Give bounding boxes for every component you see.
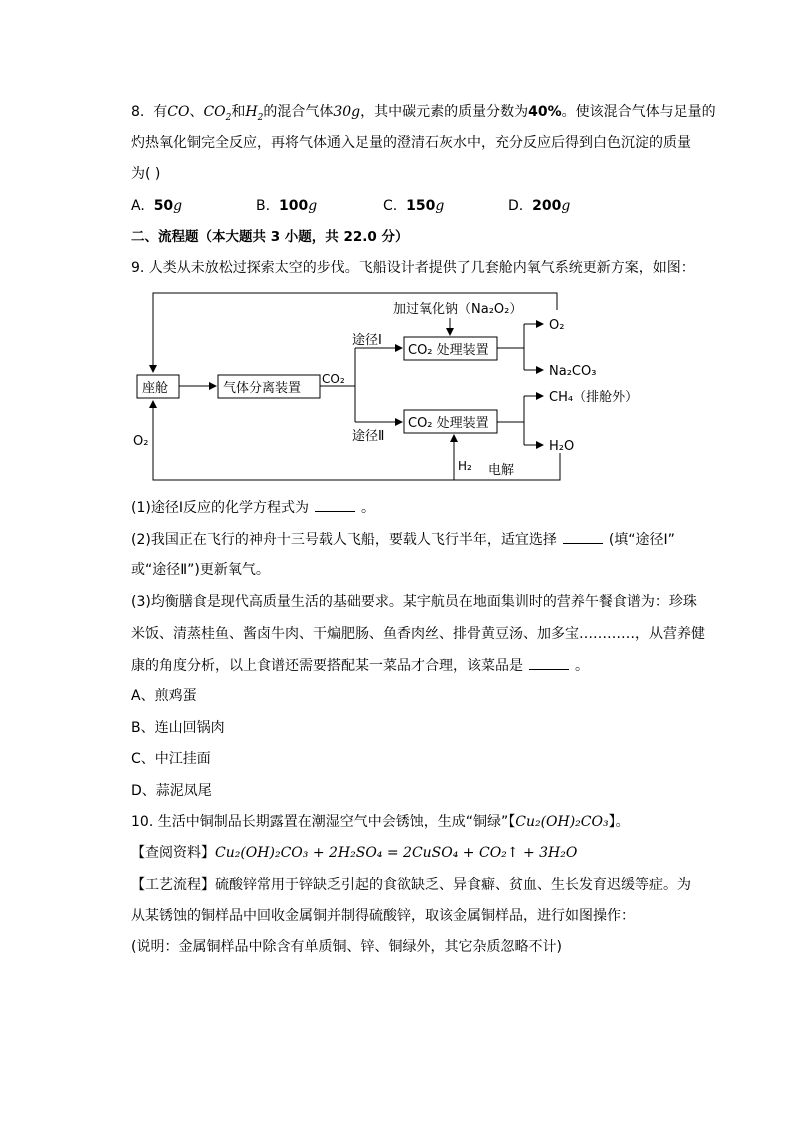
o2-return-label: O₂: [133, 434, 149, 449]
separator-label: 气体分离装置: [223, 381, 302, 396]
q9-stem: 9. 人类从未放松过探索太空的步伐。飞船设计者提供了几套舱内氧气系统更新方案，如图：: [131, 260, 695, 276]
route2-label: 途径Ⅱ: [352, 429, 385, 444]
q8-line3: 为( ): [131, 166, 161, 182]
q8-co2: CO: [203, 104, 226, 120]
q8-text-d: 。使该混合气体与足量的: [561, 104, 716, 120]
q8-option-a: A. 50g: [131, 198, 183, 214]
na2co3-output-label: Na₂CO₃: [549, 364, 597, 379]
q8-text: 有: [153, 104, 168, 120]
q9-flow-diagram: [130, 288, 670, 488]
q8-line1: [131, 102, 716, 128]
q9-sub2-text: (2)我国正在飞行的神舟十三号载人飞船，要载人飞行半年，适宜选择: [131, 532, 557, 548]
q10-equation: Cu₂(OH)₂CO₃ + 2H₂SO₄ = 2CuSO₄ + CO₂↑ + 3H₂O: [215, 845, 578, 861]
q8-co: CO: [167, 104, 190, 120]
q9-sub2-line1: (2)我国正在飞行的神舟十三号载人飞船，要载人飞行半年，适宜选择 (填“途径Ⅰ”: [131, 529, 675, 550]
route1-label: 途径Ⅰ: [352, 333, 382, 348]
q9-sub3-text: 康的角度分析，以上食谱还需要搭配某一菜品才合理，该菜品是: [131, 658, 523, 674]
co2-label: CO₂: [322, 372, 345, 386]
na2o2-label: 加过氧化钠（Na₂O₂）: [393, 302, 523, 317]
q8-text-b: 的混合气体: [263, 104, 334, 120]
q8-option-d: D. 200g: [508, 198, 571, 214]
q9-choice-a: A、煎鸡蛋: [131, 688, 197, 704]
q10-process-line1: 【工艺流程】硫酸锌常用于锌缺乏引起的食欲缺乏、异食癖、贫血、生长发育迟缓等症。为: [131, 877, 691, 893]
answer-blank-2[interactable]: [563, 529, 603, 544]
q10-stem: 10. 生活中铜制品长期露置在潮湿空气中会锈蚀，生成“铜绿”【Cu₂(OH)₂CO₃】。: [131, 814, 630, 830]
q9-sub3-line1: (3)均衡膳食是现代高质量生活的基础要求。某宇航员在地面集训时的营养午餐食谱为：珍珠: [131, 594, 697, 610]
answer-blank-3[interactable]: [529, 655, 569, 670]
answer-blank-1[interactable]: [315, 497, 355, 512]
electrolysis-label: 电解: [488, 463, 515, 478]
q8-h2-sub: 2: [257, 112, 264, 123]
q8-percent: 40%: [528, 104, 562, 120]
q8-and: 和: [231, 104, 246, 120]
q9-sub3-line2: 米饭、清蒸桂鱼、酱卤牛肉、干煸肥肠、鱼香肉丝、排骨黄豆汤、加多宝…………，从营养健: [131, 626, 705, 642]
q10-formula: Cu₂(OH)₂CO₃: [515, 814, 609, 830]
q8-option-b: B. 100g: [256, 198, 318, 214]
q8-sep: 、: [189, 104, 204, 120]
q8-h2: H: [245, 104, 258, 120]
q9-choice-c: C、中江挂面: [131, 751, 211, 767]
o2-output-label: O₂: [549, 318, 565, 333]
ch4-output-label: CH₄（排舱外）: [549, 390, 639, 405]
section-heading: 二、流程题（本大题共 3 小题，共 22.0 分）: [131, 229, 409, 245]
q9-sub3-line3: 康的角度分析，以上食谱还需要搭配某一菜品才合理，该菜品是 。: [131, 655, 589, 676]
q10-process-label: 【工艺流程】: [131, 877, 215, 893]
q8-option-c: C. 150g: [383, 198, 445, 214]
q10-process-line2: 从某锈蚀的铜样品中回收金属铜并制得硫酸锌，取该金属铜样品，进行如图操作：: [131, 908, 635, 924]
h2-label: H₂: [458, 459, 472, 473]
q10-info: [131, 843, 577, 863]
q10-note: (说明：金属铜样品中除含有单质铜、锌、铜绿外，其它杂质忽略不计): [131, 939, 562, 955]
cabin-label: 座舱: [142, 381, 169, 396]
proc-top-label: CO₂ 处理装置: [408, 343, 489, 358]
q8-text-c: ，其中碳元素的质量分数为: [360, 104, 529, 120]
q10-stem-text: 10. 生活中铜制品长期露置在潮湿空气中会锈蚀，生成“铜绿”【: [131, 814, 516, 830]
q9-sub1: (1)途径Ⅰ反应的化学方程式为 。: [131, 497, 375, 518]
proc-bottom-label: CO₂ 处理装置: [408, 416, 489, 431]
q9-choice-d: D、蒜泥凤尾: [131, 783, 212, 799]
q8-number: 8.: [131, 104, 145, 120]
q9-choice-b: B、连山回锅肉: [131, 720, 225, 736]
q8-line2: 灼热氧化铜完全反应，再将气体通入足量的澄清石灰水中，充分反应后得到白色沉淀的质量: [131, 135, 691, 151]
q9-sub1-text: (1)途径Ⅰ反应的化学方程式为: [131, 500, 309, 516]
h2o-output-label: H₂O: [549, 439, 575, 454]
q9-sub2-line2: 或“途径Ⅱ”)更新氧气。: [131, 562, 270, 578]
q10-info-label: 【查阅资料】: [131, 845, 215, 861]
q8-co2-sub: 2: [225, 112, 232, 123]
q8-mass: 30g: [333, 104, 361, 120]
